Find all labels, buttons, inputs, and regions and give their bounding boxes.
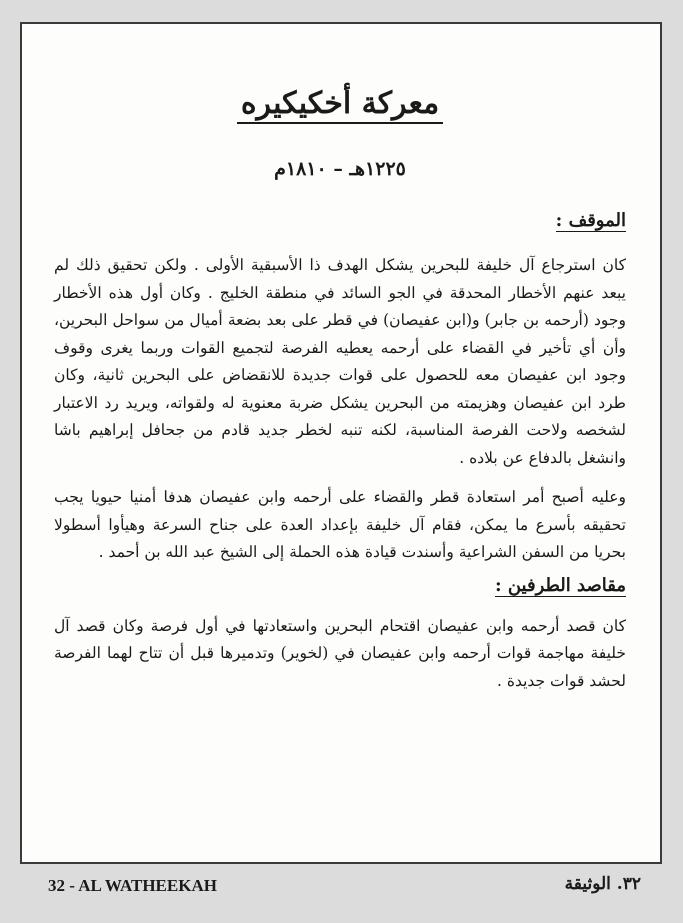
document-dates: ١٢٢٥هـ – ١٨١٠م	[274, 158, 406, 180]
section-heading-situation	[54, 208, 626, 234]
footer-page-label-arabic: ٣٢. الوثيقة	[564, 874, 641, 894]
paragraph-objective: وعليه أصبح أمر استعادة قطر والقضاء على أرحمه وابن عفيصان هدفا أمنيا حيويا يجب تحقيقه بأسرع ما يمكن، فقام آل خليفة بإعداد العدة على جناح السرعة وهيأوا أسطولا بحريا من السفن الشراعية وأسندت قيادة هذه الحملة إلى الشيخ عبد الله بن أحمد .	[54, 488, 626, 561]
paragraph-intentions: كان قصد أرحمه وابن عفيصان اقتحام البحرين واستعادتها في أول فرصة وكان قصد آل خليفة مهاجمة قوات أرحمه وابن عفيصان في (لخوير) وتدميرها قبل أن تتاح لهما الفرصة لحشد قوات جديدة .	[54, 616, 626, 690]
paragraph-situation: كان استرجاع آل خليفة للبحرين يشكل الهدف ذا الأسبقية الأولى . ولكن تحقيق ذلك لم يبعد عنهم الأخطار المحدقة في الجو السائد في منطقة الخليج . وكان أول هذه الأخطار وجود (أرحمه بن جابر) و(ابن عفيصان) في قطر على بعد بضعة أميال من سواحل البحرين، وأن أي تأخير في القضاء على أرحمه يعطيه الفرصة لتجميع القوات وربما يغرى وقوف وجود ابن عفيصان معه للحصول على قوات جديدة للانقضاض على البحرين ثانية، وكان طرد ابن عفيصان وهزيمته من البحرين يشكل ضربة معنوية له ولقواته، ويريد رد الاعتبار لشخصه ولاحت الفرصة المناسبة، لكنه تنبه لخطر جديد قادم من جحافل إبراهيم باشا وانشغل بالدفاع عن بلاده .	[54, 256, 626, 467]
section-heading-intentions-text: مقاصد الطرفين :	[494, 574, 626, 596]
document-title	[54, 84, 626, 124]
page-frame	[20, 22, 662, 864]
document-title-text: معركة أخكيكيره	[237, 86, 443, 124]
footer-page-label-english: 32 - AL WATHEEKAH	[48, 876, 217, 895]
page-footer	[0, 872, 683, 902]
section-heading-situation-text: الموقف :	[555, 210, 626, 231]
document-body	[22, 84, 660, 695]
section-heading-intentions	[54, 573, 626, 599]
